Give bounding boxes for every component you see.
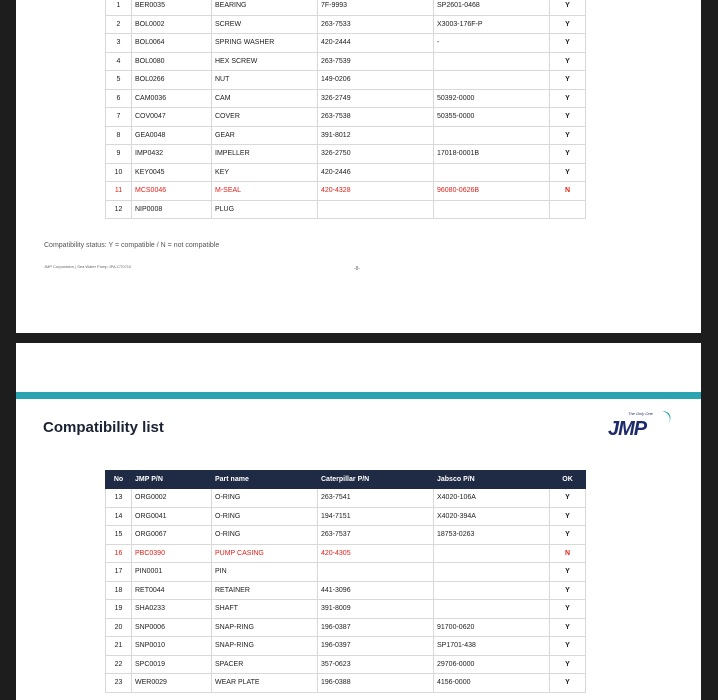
caterpillar-part-number: 263-7537 [318,526,434,545]
row-number: 6 [106,89,132,108]
jmp-part-number: PBC0390 [132,544,212,563]
table-row [106,200,586,219]
row-number: 14 [106,507,132,526]
jabsco-part-number: SP2601-0468 [434,0,550,15]
table-row [106,145,586,164]
table-header-row [106,471,586,489]
part-name: O-RING [212,489,318,508]
compatibility-status: N [550,182,586,201]
part-name: SCREW [212,15,318,34]
table-row [106,637,586,656]
caterpillar-part-number: 194-7151 [318,507,434,526]
jmp-part-number: ORG0002 [132,489,212,508]
compatibility-table-page8 [105,0,586,219]
table-row [106,108,586,127]
part-name: KEY [212,163,318,182]
row-number: 17 [106,563,132,582]
header-jmp-pn: JMP P/N [132,471,212,489]
compatibility-status: Y [550,526,586,545]
compatibility-status: Y [550,126,586,145]
jabsco-part-number: 91700-0620 [434,618,550,637]
caterpillar-part-number: 263-7541 [318,489,434,508]
table-row [106,34,586,53]
caterpillar-part-number: 420-2444 [318,34,434,53]
caterpillar-part-number: 357-0623 [318,655,434,674]
table-row [106,674,586,693]
part-name: HEX SCREW [212,52,318,71]
part-name: PIN [212,563,318,582]
jmp-part-number: IMP0432 [132,145,212,164]
part-name: SPACER [212,655,318,674]
row-number: 21 [106,637,132,656]
jabsco-part-number: 17018-0001B [434,145,550,164]
part-name: IMPELLER [212,145,318,164]
compatibility-table-page9 [105,470,586,693]
caterpillar-part-number: 326-2750 [318,145,434,164]
row-number: 2 [106,15,132,34]
jmp-part-number: BOL0266 [132,71,212,90]
jmp-part-number: SNP0006 [132,618,212,637]
compatibility-status: Y [550,108,586,127]
row-number: 20 [106,618,132,637]
table-row [106,71,586,90]
jabsco-part-number: X4020-394A [434,507,550,526]
caterpillar-part-number: 326-2749 [318,89,434,108]
document-page-9 [16,343,701,700]
caterpillar-part-number: 196-0397 [318,637,434,656]
jmp-part-number: BOL0002 [132,15,212,34]
row-number: 19 [106,600,132,619]
page-title: Compatibility list [43,419,164,436]
table-body-page9 [106,489,586,693]
jmp-part-number: SNP0010 [132,637,212,656]
part-name: WEAR PLATE [212,674,318,693]
table-row [106,0,586,15]
compatibility-status: Y [550,563,586,582]
caterpillar-part-number: 420-4305 [318,544,434,563]
jabsco-part-number: X3003-176F-P [434,15,550,34]
compatibility-note: Compatibility status: Y = compatible / N = not compatible [44,242,220,249]
table-row [106,507,586,526]
jmp-part-number: SHA0233 [132,600,212,619]
compatibility-status: Y [550,145,586,164]
part-name: SNAP-RING [212,618,318,637]
compatibility-status: Y [550,637,586,656]
row-number: 7 [106,108,132,127]
table-row [106,600,586,619]
caterpillar-part-number: 391-8012 [318,126,434,145]
table-row [106,52,586,71]
caterpillar-part-number: 149-0206 [318,71,434,90]
part-name: RETAINER [212,581,318,600]
row-number: 23 [106,674,132,693]
header-part-name: Part name [212,471,318,489]
row-number: 4 [106,52,132,71]
header-caterpillar-pn: Caterpillar P/N [318,471,434,489]
jabsco-part-number [434,163,550,182]
part-name: SNAP-RING [212,637,318,656]
jabsco-part-number: 96080-0626B [434,182,550,201]
caterpillar-part-number: 441-3096 [318,581,434,600]
caterpillar-part-number: 263-7533 [318,15,434,34]
compatibility-status [550,200,586,219]
part-name: SHAFT [212,600,318,619]
row-number: 3 [106,34,132,53]
table-row [106,618,586,637]
footer-document-info: JMP Corporation | Sea Water Pump JPA-CT0710 [44,264,132,269]
caterpillar-part-number: 263-7539 [318,52,434,71]
header-ok: OK [550,471,586,489]
part-name: BEARING [212,0,318,15]
row-number: 22 [106,655,132,674]
jmp-part-number: PIN0001 [132,563,212,582]
caterpillar-part-number: 196-0387 [318,618,434,637]
jmp-part-number: BOL0064 [132,34,212,53]
compatibility-status: Y [550,52,586,71]
jmp-part-number: COV0047 [132,108,212,127]
table-row [106,89,586,108]
jmp-part-number: KEY0045 [132,163,212,182]
row-number: 11 [106,182,132,201]
jabsco-part-number: 29706-0000 [434,655,550,674]
caterpillar-part-number: 7F-9993 [318,0,434,15]
logo-swoosh-icon [660,409,674,427]
header-no: No [106,471,132,489]
table-row [106,182,586,201]
compatibility-status: N [550,544,586,563]
table-row [106,581,586,600]
compatibility-status: Y [550,507,586,526]
header-jabsco-pn: Jabsco P/N [434,471,550,489]
document-page-8 [16,0,701,333]
compatibility-status: Y [550,674,586,693]
header-accent-bar [16,392,701,399]
compatibility-status: Y [550,15,586,34]
part-name: O-RING [212,507,318,526]
row-number: 18 [106,581,132,600]
row-number: 16 [106,544,132,563]
table-row [106,15,586,34]
part-name: O-RING [212,526,318,545]
table-row [106,163,586,182]
compatibility-status: Y [550,0,586,15]
jmp-part-number: CAM0036 [132,89,212,108]
jmp-part-number: BOL0080 [132,52,212,71]
jabsco-part-number [434,563,550,582]
jabsco-part-number: SP1701-438 [434,637,550,656]
row-number: 8 [106,126,132,145]
caterpillar-part-number: 420-2446 [318,163,434,182]
compatibility-status: Y [550,489,586,508]
jabsco-part-number [434,600,550,619]
compatibility-status: Y [550,71,586,90]
jmp-part-number: BER0035 [132,0,212,15]
jmp-part-number: ORG0067 [132,526,212,545]
jabsco-part-number: 4156-0000 [434,674,550,693]
jabsco-part-number: X4020-106A [434,489,550,508]
page-number: -8- [354,266,361,272]
caterpillar-part-number: 391-8009 [318,600,434,619]
caterpillar-part-number: 196-0388 [318,674,434,693]
part-name: NUT [212,71,318,90]
caterpillar-part-number [318,200,434,219]
jabsco-part-number [434,71,550,90]
part-name: GEAR [212,126,318,145]
compatibility-status: Y [550,618,586,637]
jabsco-part-number: - [434,34,550,53]
row-number: 9 [106,145,132,164]
row-number: 15 [106,526,132,545]
jmp-part-number: WER0029 [132,674,212,693]
jabsco-part-number [434,52,550,71]
compatibility-status: Y [550,163,586,182]
table-row [106,526,586,545]
compatibility-status: Y [550,581,586,600]
jmp-part-number: GEA0048 [132,126,212,145]
row-number: 1 [106,0,132,15]
jabsco-part-number: 18753-0263 [434,526,550,545]
table-row [106,655,586,674]
compatibility-status: Y [550,600,586,619]
jabsco-part-number: 50355-0000 [434,108,550,127]
table-row [106,126,586,145]
caterpillar-part-number: 263-7538 [318,108,434,127]
jmp-part-number: SPC0019 [132,655,212,674]
table-row [106,563,586,582]
part-name: M-SEAL [212,182,318,201]
jmp-part-number: ORG0041 [132,507,212,526]
caterpillar-part-number [318,563,434,582]
jabsco-part-number [434,544,550,563]
jabsco-part-number [434,126,550,145]
part-name: PUMP CASING [212,544,318,563]
part-name: CAM [212,89,318,108]
row-number: 10 [106,163,132,182]
caterpillar-part-number: 420-4328 [318,182,434,201]
logo-tagline: The Only One [628,411,653,416]
compatibility-status: Y [550,34,586,53]
jmp-part-number: MCS0046 [132,182,212,201]
compatibility-status: Y [550,89,586,108]
table-row [106,489,586,508]
table-body-page8 [106,0,586,219]
row-number: 5 [106,71,132,90]
jmp-part-number: RET0044 [132,581,212,600]
part-name: COVER [212,108,318,127]
row-number: 13 [106,489,132,508]
logo-wordmark: JMP [608,418,647,440]
part-name: SPRING WASHER [212,34,318,53]
part-name: PLUG [212,200,318,219]
compatibility-status: Y [550,655,586,674]
jabsco-part-number [434,200,550,219]
jabsco-part-number [434,581,550,600]
row-number: 12 [106,200,132,219]
jmp-part-number: NIP0008 [132,200,212,219]
jabsco-part-number: 50392-0000 [434,89,550,108]
table-row [106,544,586,563]
